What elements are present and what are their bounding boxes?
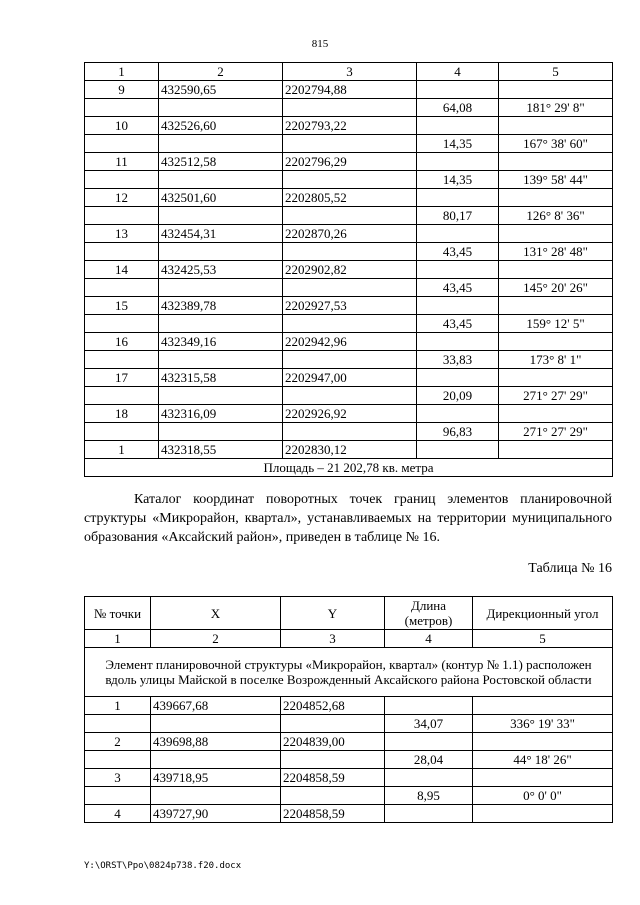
table-row-cell: 43,45 [417,243,499,261]
table-row-cell [85,751,151,769]
table-numbering-row-cell: 1 [85,630,151,648]
table-row [85,423,613,441]
table-row [85,805,613,823]
table-row-cell [85,387,159,405]
table-row-cell [85,135,159,153]
table-header-row-cell: Y [281,597,385,630]
table-row [85,769,613,787]
table-row-cell [385,733,473,751]
area-total: Площадь – 21 202,78 кв. метра [85,459,613,477]
table-row-cell [499,441,613,459]
table-row-cell: 15 [85,297,159,315]
table-row-cell: 336° 19' 33" [473,715,613,733]
table-row [85,81,613,99]
table-row-cell: 432590,65 [159,81,283,99]
table-row-cell: 0° 0' 0" [473,787,613,805]
table-row-cell: 44° 18' 26" [473,751,613,769]
table-row-cell: 2202942,96 [283,333,417,351]
table-header-row-cell: 4 [417,63,499,81]
footer-file-path: Y:\ORST\Ppo\0824p738.f20.docx [84,861,242,871]
table-row-cell [85,99,159,117]
table-row-cell: 2202902,82 [283,261,417,279]
table-row-cell [159,171,283,189]
table-row [85,171,613,189]
table-row-cell: 2202830,12 [283,441,417,459]
table-row-cell [417,153,499,171]
table-header-row-cell: № точки [85,597,151,630]
table-row [85,733,613,751]
table-row-cell [283,243,417,261]
table-row-cell: 14 [85,261,159,279]
table-row-cell: 34,07 [385,715,473,733]
table-row-cell: 139° 58' 44" [499,171,613,189]
table-row-cell: 173° 8' 1" [499,351,613,369]
table-row [85,243,613,261]
element-description-row [85,648,613,697]
table-row-cell [159,315,283,333]
table-row-cell [283,423,417,441]
table-header-row-cell: 3 [283,63,417,81]
table-row-cell [85,351,159,369]
table-row-cell [159,243,283,261]
table-row-cell [85,787,151,805]
table-header-row [85,597,613,630]
table-row-cell: 439698,88 [151,733,281,751]
table-row [85,787,613,805]
table-row-cell [417,189,499,207]
table-row-cell [159,207,283,225]
table-row-cell: 2204858,59 [281,769,385,787]
table-row-cell [499,333,613,351]
table-numbering-row-cell: 3 [281,630,385,648]
table-header-row-cell: 2 [159,63,283,81]
table-row [85,279,613,297]
table-row-cell: 1 [85,697,151,715]
table-row-cell [417,441,499,459]
table-row-cell: 12 [85,189,159,207]
table-row-cell [417,297,499,315]
table-header-row [85,63,613,81]
table-row-cell [499,153,613,171]
table-row [85,225,613,243]
table-row-cell: 18 [85,405,159,423]
table-row-cell [417,81,499,99]
table-row-cell [499,297,613,315]
table-row-cell: 432425,53 [159,261,283,279]
table-row-cell: 43,45 [417,315,499,333]
element-description: Элемент планировочной структуры «Микрорайон, квартал» (контур № 1.1) расположен вдоль улицы Майской в поселке Возрожденный Аксайского района Ростовской области [85,648,613,697]
table-row-cell: 2202870,26 [283,225,417,243]
page-number: 815 [311,38,329,50]
table-row-cell [283,279,417,297]
table-row-cell: 131° 28' 48" [499,243,613,261]
table-row-cell: 20,09 [417,387,499,405]
table-row-cell: 2202794,88 [283,81,417,99]
table-header-row-cell: X [151,597,281,630]
table-numbering-row-cell: 2 [151,630,281,648]
table-row [85,405,613,423]
table-row-cell: 439727,90 [151,805,281,823]
table-row-cell: 14,35 [417,171,499,189]
table-row-cell [151,715,281,733]
table-row-cell [499,81,613,99]
table-row [85,697,613,715]
table-row-cell: 2 [85,733,151,751]
table-row-cell [85,279,159,297]
table-row-cell: 4 [85,805,151,823]
table-row [85,315,613,333]
table-row [85,369,613,387]
table-row [85,261,613,279]
coordinates-table-16 [84,596,613,823]
table-row-cell: 80,17 [417,207,499,225]
table-row-cell [473,769,613,787]
table-row [85,189,613,207]
table-numbering-row-cell: 4 [385,630,473,648]
table-row-cell [499,369,613,387]
table-row-cell [283,351,417,369]
table-row-cell [281,751,385,769]
table-row-cell [499,189,613,207]
table-row-cell: 432454,31 [159,225,283,243]
table-row-cell [499,117,613,135]
table-row-cell: 2204852,68 [281,697,385,715]
table-row [85,715,613,733]
table-row-cell: 2202927,53 [283,297,417,315]
table-row-cell [385,769,473,787]
table-header-row-cell: Длина (метров) [385,597,473,630]
table-row-cell: 167° 38' 60" [499,135,613,153]
table-row-cell: 9 [85,81,159,99]
table-header-row-cell: 1 [85,63,159,81]
table-row-cell: 64,08 [417,99,499,117]
table-row-cell: 28,04 [385,751,473,769]
table-row-cell [417,261,499,279]
table-row-cell [151,787,281,805]
table-row-cell: 96,83 [417,423,499,441]
table-row-cell: 2202796,29 [283,153,417,171]
table-row-cell: 432389,78 [159,297,283,315]
table-row-cell: 10 [85,117,159,135]
table-row [85,351,613,369]
table-row-cell [473,697,613,715]
table-row-cell [281,787,385,805]
table-row-cell: 2204839,00 [281,733,385,751]
table-row-cell: 33,83 [417,351,499,369]
catalog-paragraph: Каталог координат поворотных точек границ элементов планировочной структуры «Микрорайон, квартал», устанавливаемых на территории муниципального образования «Аксайский район», приведен в таблице № 16. [84,492,612,545]
table-row-cell: 2202947,00 [283,369,417,387]
table-row-cell [385,697,473,715]
table-row-cell: 432349,16 [159,333,283,351]
table-row-cell: 2202805,52 [283,189,417,207]
table-row-cell [417,117,499,135]
table-row-cell: 159° 12' 5" [499,315,613,333]
table-row-cell: 3 [85,769,151,787]
table-row-cell [159,279,283,297]
table-row-cell: 145° 20' 26" [499,279,613,297]
table-row-cell: 17 [85,369,159,387]
table-row-cell [159,387,283,405]
table-row [85,153,613,171]
table-row-cell: 271° 27' 29" [499,423,613,441]
table-row-cell [283,135,417,153]
table-row-cell [283,207,417,225]
table-row [85,99,613,117]
table-row-cell [499,225,613,243]
table-row-cell [85,315,159,333]
coordinates-table-continued [84,62,613,477]
table-row-cell: 8,95 [385,787,473,805]
table-numbering-row [85,630,613,648]
table-row-cell: 432501,60 [159,189,283,207]
table-row-cell: 11 [85,153,159,171]
table-row [85,117,613,135]
table-caption: Таблица № 16 [528,561,612,576]
table-row-cell [417,225,499,243]
table-row [85,207,613,225]
table-row-cell: 13 [85,225,159,243]
table-row [85,441,613,459]
table-row-cell: 2204858,59 [281,805,385,823]
table-row-cell: 43,45 [417,279,499,297]
table-row [85,751,613,769]
table-row-cell [283,99,417,117]
table-row-cell [473,733,613,751]
table-row-cell [85,715,151,733]
table-row [85,333,613,351]
table-row-cell: 439718,95 [151,769,281,787]
table-row [85,297,613,315]
table-row-cell: 432315,58 [159,369,283,387]
table-row-cell: 181° 29' 8" [499,99,613,117]
table-row [85,135,613,153]
table-row-cell: 126° 8' 36" [499,207,613,225]
table-header-row-cell: Дирекционный угол [473,597,613,630]
table-row-cell: 432512,58 [159,153,283,171]
table-row-cell: 1 [85,441,159,459]
table-row-cell: 432316,09 [159,405,283,423]
table-row-cell [159,99,283,117]
table-row-cell: 2202926,92 [283,405,417,423]
table-header-row-cell: 5 [499,63,613,81]
table-numbering-row-cell: 5 [473,630,613,648]
table-row-cell: 432318,55 [159,441,283,459]
table-row-cell [281,715,385,733]
table-row-cell: 14,35 [417,135,499,153]
table-row-cell [85,207,159,225]
table-row-cell: 16 [85,333,159,351]
table-row-cell: 2202793,22 [283,117,417,135]
table-row-cell: 271° 27' 29" [499,387,613,405]
table-row [85,387,613,405]
table-row-cell: 432526,60 [159,117,283,135]
table-row-cell [417,369,499,387]
table-row-cell [85,423,159,441]
table-row-cell [283,387,417,405]
table-row-cell [473,805,613,823]
table-row-cell [417,405,499,423]
table-row-cell [499,261,613,279]
table-row-cell [151,751,281,769]
table-row-cell [385,805,473,823]
table-row-cell [159,351,283,369]
table-row-cell [159,423,283,441]
table-row-cell [283,171,417,189]
table-row-cell [417,333,499,351]
table-row-cell [159,135,283,153]
table-row-cell [499,405,613,423]
table-row-cell [283,315,417,333]
table-row-cell: 439667,68 [151,697,281,715]
table-row-cell [85,243,159,261]
table-row-cell [85,171,159,189]
area-row [85,459,613,477]
